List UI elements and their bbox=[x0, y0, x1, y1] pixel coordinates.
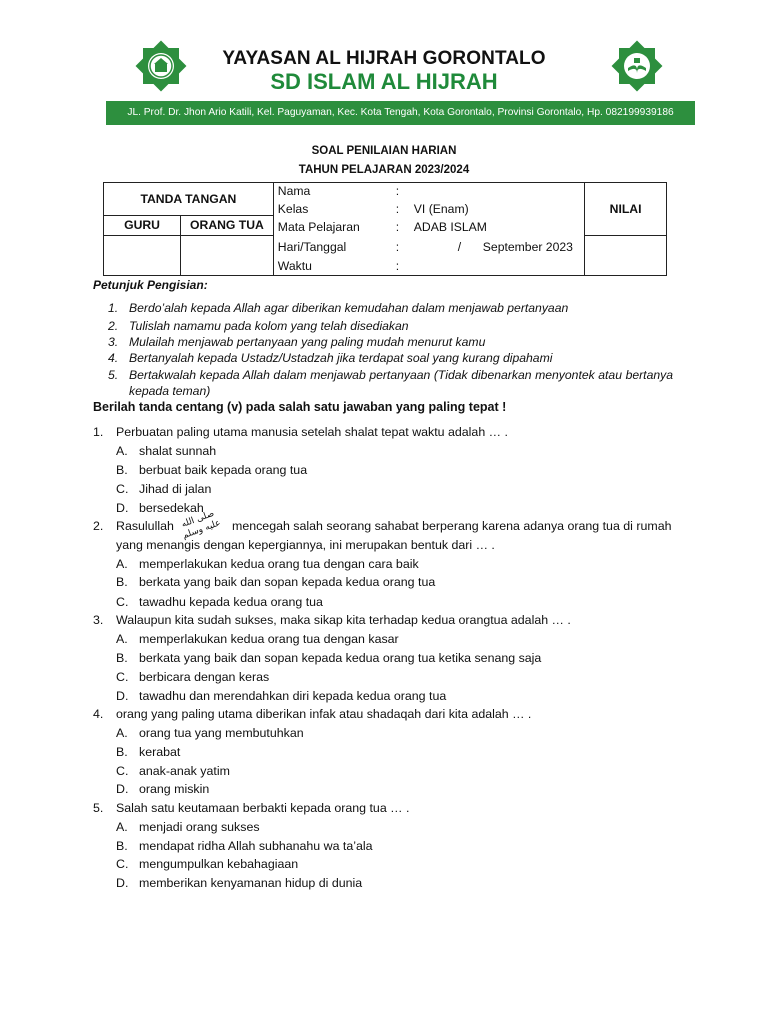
score-header: NILAI bbox=[585, 183, 667, 236]
school-name: SD ISLAM AL HIJRAH bbox=[270, 69, 498, 94]
teacher-signature-cell[interactable] bbox=[104, 235, 181, 275]
exam-year: TAHUN PELAJARAN 2023/2024 bbox=[298, 164, 470, 176]
student-info-table bbox=[103, 182, 667, 276]
parent-header: ORANG TUA bbox=[181, 216, 274, 235]
signature-header: TANDA TANGAN bbox=[104, 183, 274, 216]
teacher-header: GURU bbox=[104, 216, 181, 235]
salawat-calligraphy: صلى الله عليه وسلم bbox=[180, 508, 223, 542]
answer-directive: Berilah tanda centang (v) pada salah satu jawaban yang paling tepat ! bbox=[93, 400, 507, 414]
foundation-name: YAYASAN AL HIJRAH GORONTALO bbox=[222, 48, 546, 69]
parent-signature-cell[interactable] bbox=[181, 235, 274, 275]
student-info-cell: Nama : Kelas : VI (Enam) Mata Pelajaran : ADAB ISLAM Hari/Tanggal : / September 2023 Waktu : bbox=[273, 183, 584, 276]
address-banner: JL. Prof. Dr. Jhon Ario Katili, Kel. Paguyaman, Kec. Kota Tengah, Kota Gorontalo, Provinsi Gorontalo, Hp. 082199939186 bbox=[106, 101, 695, 125]
instructions-title: Petunjuk Pengisian: bbox=[93, 278, 208, 292]
exam-title: SOAL PENILAIAN HARIAN bbox=[311, 145, 457, 157]
score-cell[interactable] bbox=[585, 235, 667, 275]
